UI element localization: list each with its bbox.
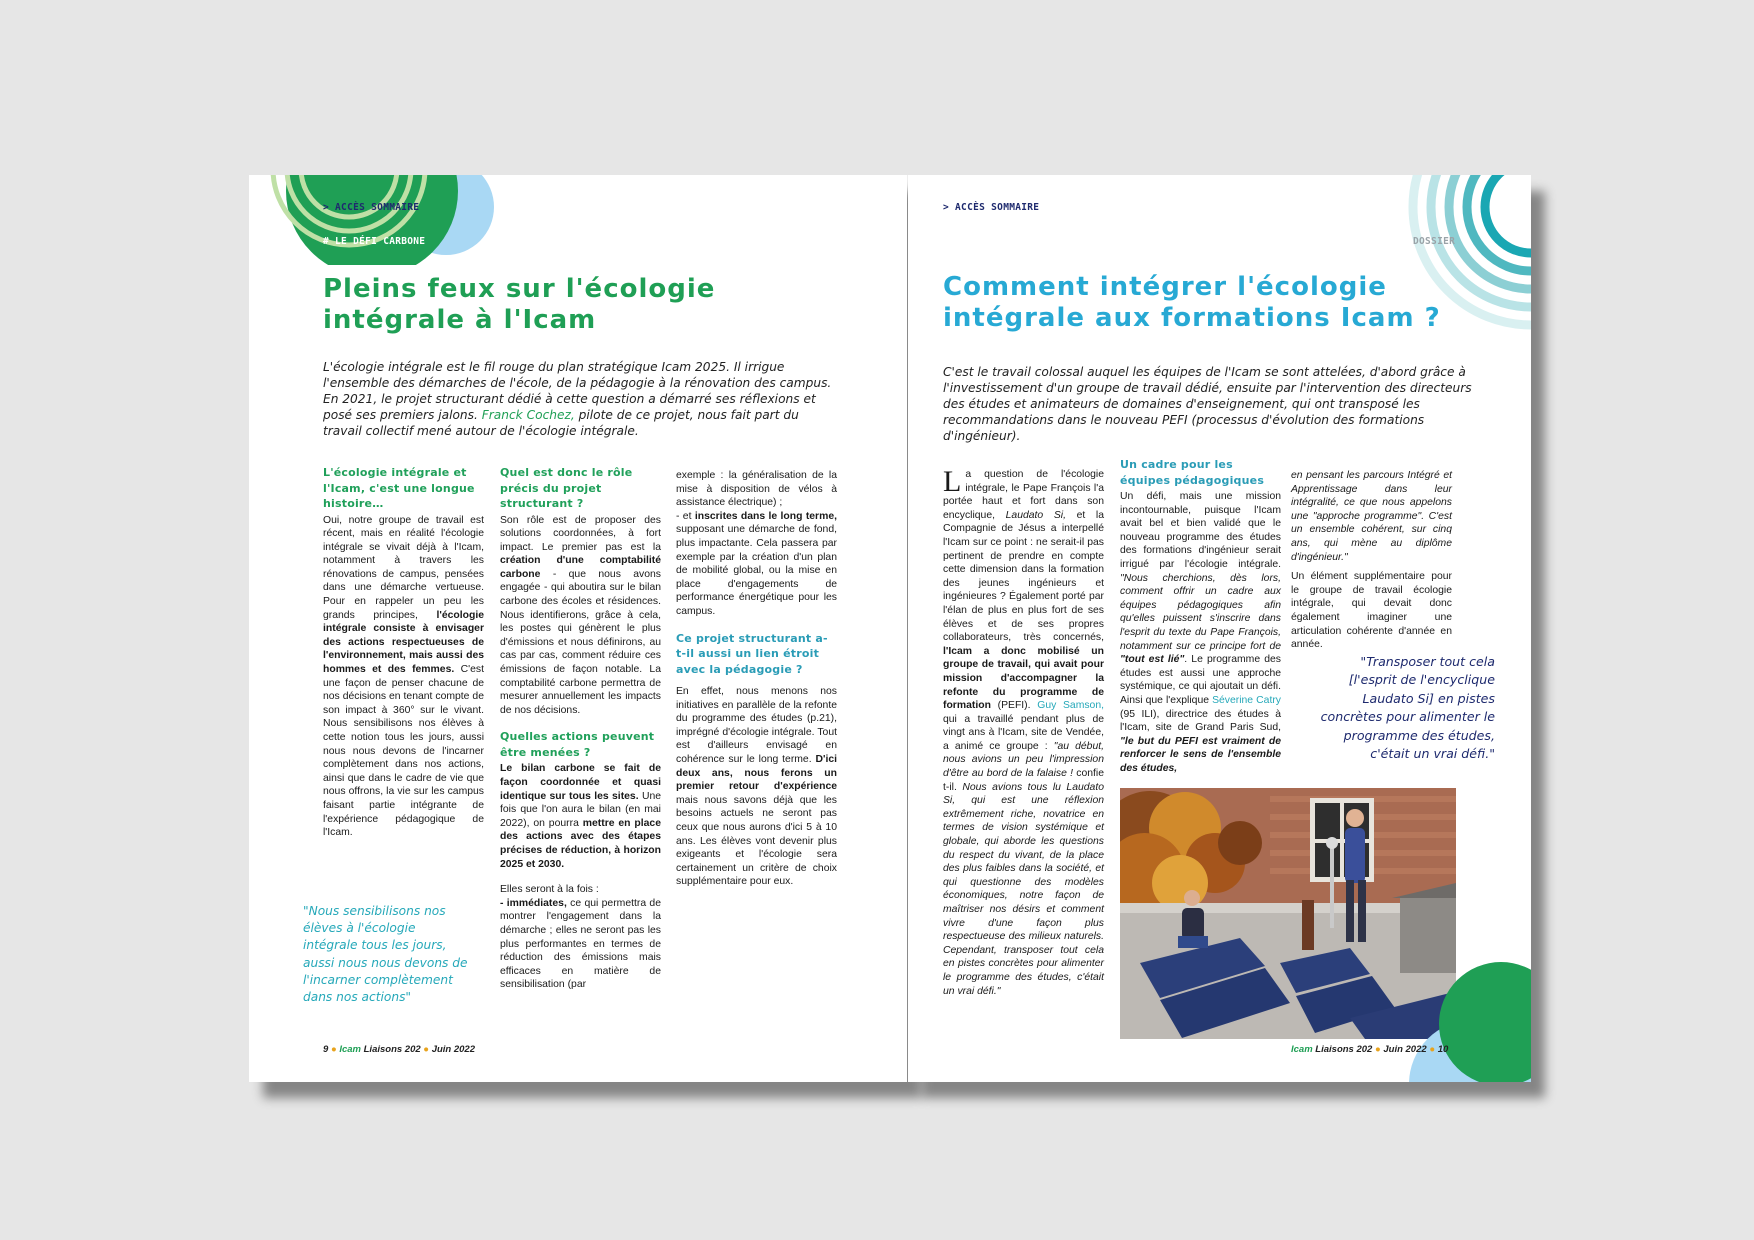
section-tag: DOSSIER — [1413, 236, 1456, 247]
page-title: Pleins feux sur l'écologie intégrale à l'Icam — [323, 274, 716, 335]
page-number: 10 — [1437, 1044, 1449, 1055]
body-paragraph: Le bilan carbone se fait de façon coordonnée et quasi identique sur tous les sites. Une fois que l'on aura le bilan (en mai 2022), on pourra mettre en place des actions avec des étapes précises de réduction, à horizon 2025 et 2030. — [500, 763, 661, 870]
body-paragraph: - immédiates, ce qui permettra de montrer l'engagement dans la démarche ; elles ne seront pas les plus performantes en termes de réduction des émissions mais efficaces en matière de sensibilisation (par — [500, 897, 661, 991]
article-column-3 — [1291, 469, 1452, 658]
issue-date: Juin 2022 — [1383, 1044, 1427, 1055]
decorative-circles — [249, 175, 509, 265]
access-summary-link[interactable]: > ACCÈS SOMMAIRE — [323, 202, 420, 213]
body-paragraph: En effet, nous menons nos initiatives en parallèle de la refonte du programme des études (p.21), imprégné d'écologie intégrale. Tout est d'ailleurs envisagé en cohérence sur le long terme. D'ici deux ans, nous ferons un premier retour d'expérience mais nous savons déjà que les besoins actuels ne seront pas ceux que nous aurons d'ici 5 à 10 ans. Les élèves vont devenir plus exigeants et l'écologie sera certainement un critère de choix supplémentaire pour eux. — [676, 686, 838, 888]
dot-icon: ● — [1374, 1044, 1381, 1055]
article-column-1 — [943, 465, 1105, 1004]
author-name: Franck Cochez, — [481, 408, 575, 422]
body-paragraph: exemple : la généralisation de la mise à disposition de vélos à assistance électrique) ; — [676, 470, 837, 509]
page-number: 9 — [323, 1044, 329, 1055]
page-title: Comment intégrer l'écologie intégrale aux formations Icam ? — [943, 272, 1441, 333]
dot-icon: ● — [330, 1044, 337, 1055]
body-paragraph: L a question de l'écologie intégrale, le Pape François l'a portée haut et fort dans son encyclique, Laudato Si, et la Compagnie de Jésus a interpellé l'Icam sur ce point : ne serait-il pas pertinent de prendre en compte cette dimension dans la formation des jeunes ingénieurs et ingénieures ? Également porté par l'élan de plus en plus fort de ses élèves et de ses propres collaborateurs, très concernés, l'Icam a donc mobilisé un groupe de travail, qui avait pour mission d'accompagner la refonte du programme de formation (PEFI). Guy Samson, qui a travaillé pendant plus de vingt ans à l'Icam, site de Vendée, a animé ce groupe : "au début, nous avions un peu l'impression d'être au bord de la falaise ! confie t-il. Nous avions tous lu Laudato Si, qui est une réflexion extrêmement riche, novatrice en termes de vision systémique et globale, qui aborde les questions du respect du vivant, de la place des plus faibles dans la société, et qui questionne des modèles économiques, notre façon de maîtriser nos désirs et comment vivre d'une façon plus respectueuse des milieux naturels. Cependant, transposer tout cela en pistes concrètes pour alimenter le programme des études, c'était un vrai défi." — [943, 465, 1105, 997]
section-tag: # LE DÉFI CARBONE — [323, 236, 426, 247]
left-page — [249, 175, 907, 1082]
pull-quote: "Transposer tout cela [l'esprit de l'encyclique Laudato Si] en pistes concrètes pour alimenter le programme des études, c'était un vrai défi." — [1320, 654, 1495, 762]
issue-date: Juin 2022 — [431, 1044, 475, 1055]
pull-quote: "Nous sensibilisons nos élèves à l'écologie intégrale tous les jours, aussi nous nous devons de l'incarner complètement dans nos actions" — [303, 904, 468, 1005]
article-column-2 — [1120, 457, 1281, 781]
brand-name: Icam — [339, 1044, 361, 1055]
access-summary-link[interactable]: > ACCÈS SOMMAIRE — [943, 202, 1040, 213]
intro-paragraph: C'est le travail colossal auquel les équipes de l'Icam se sont attelées, d'abord grâce à l'investissement d'un groupe de travail dédié, ensuite par l'intervention des directeurs des études et animateurs de domaines d'enseignement, qui ont transposé les recommandations dans le nouveau PEFI (processus d'évolution des formations d'ingénieur). — [943, 365, 1472, 443]
person-name: Séverine Catry — [1212, 694, 1281, 706]
body-paragraph: Oui, notre groupe de travail est récent, mais en réalité l'écologie intégrale se vivait déjà à l'Icam, notamment à travers les rénovations de campus, pensées dans une démarche vertueuse. Pour en rappeler un peu les grands principes, l'écologie intégrale consiste à envisager des actions respectueuses de l'environnement, mais aussi des hommes et des femmes. C'est une façon de penser chacune de nos décisions en tenant compte de son impact à 360° sur le vivant. Nous sensibilisons nos élèves à cette notion tous les jours, aussi nous nous devons de l'incarner complètement dans nos actions, ainsi que dans le cadre de vie que nous offrons, la vie sur les campus faisant partie intégrante de l'expérience pédagogique de l'Icam. — [323, 514, 484, 839]
article-column-1 — [323, 465, 484, 846]
dot-icon: ● — [423, 1044, 430, 1055]
brand-name: Icam — [1291, 1044, 1313, 1055]
section-heading: Ce projet structurant a-t-il aussi un lien étroit avec la pédagogie ? — [676, 631, 828, 676]
intro-paragraph: L'écologie intégrale est le fil rouge du plan stratégique Icam 2025. Il irrigue l'ensemble des démarches de l'école, de la pédagogie à la rénovation des campus. En 2021, le projet structurant dédié à cette question a démarré ses réflexions et posé ses premiers jalons. Franck Cochez, pilote de ce projet, nous fait part du travail collectif mené autour de l'écologie intégrale. — [323, 360, 832, 438]
drop-cap: L — [943, 465, 962, 498]
body-paragraph: Son rôle est de proposer des solutions coordonnées, à fort impact. Le premier pas est la création d'une comptabilité carbone - que nous avons engagée - qui aboutira sur le bilan carbone des écoles et résidences. Nous identifierons, grâce à cela, les postes qui génèrent le plus d'émissions et nous définirons, au cas par cas, comment réduire ces émissions de façon notable. La comptabilité carbone permettra de mesurer annuellement les impacts de nos décisions. — [500, 514, 662, 716]
person-name: Guy Samson, — [1037, 700, 1104, 712]
body-paragraph: Un défi, mais une mission incontournable, puisque l'Icam avait bel et bien validé que le nouveau programme des études des formations d'ingénieur serait irrigué par l'écologie intégrale. "Nous cherchions, dès lors, comment offrir un cadre aux équipes pédagogiques afin qu'elles puissent s'inscrire dans l'esprit du texte du Pape François, notamment sur ce principe fort de "tout est lié". Le programme des études est aussi une approche systémique, ce qui ajoutait un défi. Ainsi que l'explique Séverine Catry (95 ILI), directrice des études à l'Icam, site de Grand Paris Sud, "le but du PEFI est vraiment de renforcer le sens de l'ensemble des études, — [1120, 491, 1282, 774]
body-paragraph: Elles seront à la fois : — [500, 884, 599, 896]
right-page — [908, 175, 1531, 1082]
article-column-2 — [500, 465, 661, 998]
dot-icon: ● — [1429, 1044, 1436, 1055]
decorative-corner-circles — [1361, 919, 1531, 1082]
section-heading: Quelles actions peuvent être menées ? — [500, 730, 655, 759]
section-heading: L'écologie intégrale et l'Icam, c'est une longue histoire… — [323, 466, 475, 510]
page-footer — [1291, 1044, 1448, 1055]
body-paragraph: - et inscrites dans le long terme, supposant une démarche de fond, plus impactante. Cela passera par exemple par la création d'un plan de mobilité global, ou la mise en place d'engagements de performance énergétique pour les campus. — [676, 510, 838, 617]
page-footer — [323, 1044, 475, 1055]
issue-label: Liaisons 202 — [1315, 1044, 1373, 1055]
section-heading: Un cadre pour les équipes pédagogiques — [1120, 458, 1265, 487]
body-paragraph: Un élément supplémentaire pour le groupe de travail écologie intégrale, qui devait donc également imaginer une articulation cohérente d'année en année. — [1291, 571, 1452, 651]
body-paragraph: en pensant les parcours Intégré et Apprentissage dans leur intégralité, ce que nous appelons une "approche programme". C'est un ensemble cohérent, sur cinq ans, qui mène au diplôme d'ingénieur." — [1291, 470, 1452, 563]
article-column-3 — [676, 469, 837, 895]
section-heading: Quel est donc le rôle précis du projet structurant ? — [500, 466, 633, 510]
issue-label: Liaisons 202 — [363, 1044, 421, 1055]
